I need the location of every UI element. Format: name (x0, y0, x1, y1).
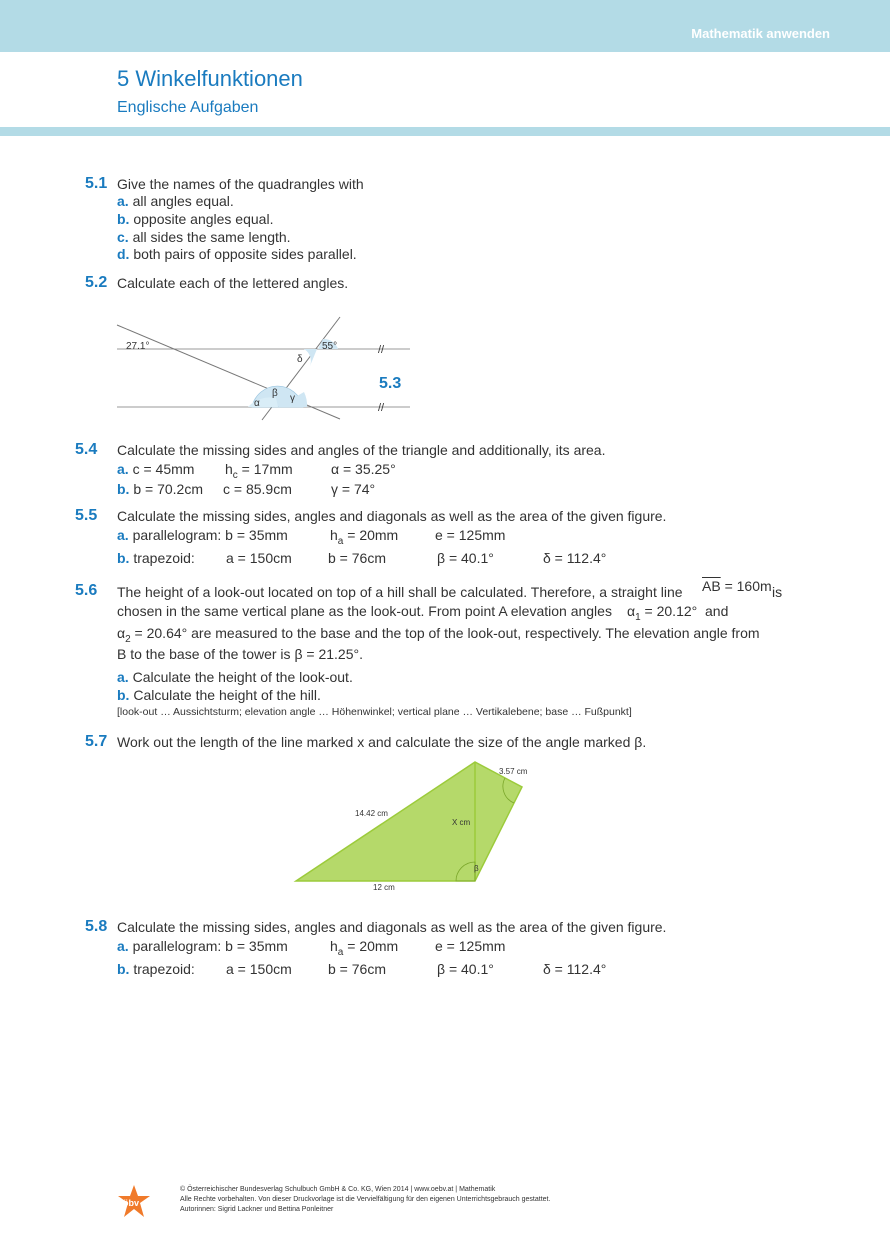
angle-label-27: 27.1° (126, 341, 150, 352)
task-5-4-b: b. b = 70.2cm c = 85.9cm γ = 74° (117, 481, 376, 497)
triangle-figure (290, 757, 540, 897)
task-5-8-a: a. parallelogram: b = 35mm $h_a = 20mm$ e = 125mm (117, 938, 506, 958)
task-5-6-b: b. Calculate the height of the hill. (117, 687, 321, 703)
page-title: 5 Winkelfunktionen (117, 66, 303, 91)
publisher-logo (116, 1183, 152, 1221)
task-5-6-line-1: The height of a look-out located on top of a hill shall be calculated. Therefore, a straight line $\overline{AB} = 160m$ is (117, 578, 783, 600)
page-subtitle: Englische Aufgaben (117, 99, 259, 116)
task-5-1-item-c: c. all sides the same length. (117, 229, 291, 245)
footer-copyright: © Österreichischer Bundesverlag Schulbuch GmbH & Co. KG, Wien 2014 | www.oebv.at | Mathematik Alle Rechte vorbehalten. Von dieser Druckvorlage ist die Vervielfältigung für den eigenen Unterrichtsgebrauch gestattet. Autorinnen: Sigrid Lackner und Bettina Ponleitner (180, 1186, 551, 1213)
task-5-6-line-2: chosen in the same vertical plane as the look-out. From point A elevation angles $\alpha_1 = 20.12^\circ$ and (117, 603, 729, 623)
task-5-1-text: Give the names of the quadrangles with (117, 176, 364, 192)
angle-label-beta: β (272, 388, 278, 399)
parallel-lines-figure (110, 312, 420, 422)
task-5-4-a: a. c = 45mm $h_c = 17mm$ α = 35.25° (117, 461, 396, 481)
side-label-base: 12 cm (373, 883, 395, 892)
header-divider (0, 127, 890, 136)
task-5-2-text: Calculate each of the lettered angles. (117, 275, 349, 291)
task-5-6-a: a. Calculate the height of the look-out. (117, 669, 353, 685)
task-5-6-line-4: B to the base of the tower is β = 21.25°. (117, 646, 363, 662)
side-label-hypotenuse: 14.42 cm (355, 809, 388, 818)
task-5-1-item-a: a. all angles equal. (117, 193, 234, 209)
task-5-6-line-3: $\alpha_2 = 20.64^\circ$ are measured to the base and the top of the look-out, respectively. The elevation angle from (117, 625, 760, 645)
angle-label-delta: δ (297, 354, 303, 365)
task-number-5-2: 5.2 (85, 274, 108, 291)
side-label-x: X cm (452, 818, 471, 827)
task-number-5-3: 5.3 (379, 375, 402, 392)
task-5-6-glossary: [look-out … Aussichtsturm; elevation angle … Höhenwinkel; vertical plane … Vertikalebene; base … Fußpunkt] (117, 706, 632, 718)
task-number-5-4: 5.4 (75, 441, 98, 458)
task-5-1-item-d: d. both pairs of opposite sides parallel. (117, 246, 357, 262)
task-5-8-text: Calculate the missing sides, angles and diagonals as well as the area of the given figure. (117, 919, 667, 935)
side-label-top: 3.57 cm (499, 767, 528, 776)
task-number-5-5: 5.5 (75, 507, 98, 524)
task-5-1-item-b: b. opposite angles equal. (117, 211, 274, 227)
header-band (0, 0, 890, 52)
parallel-mark-bottom: // (378, 402, 385, 414)
task-number-5-7: 5.7 (85, 733, 108, 750)
task-number-5-6: 5.6 (75, 582, 98, 599)
task-5-5-b: b. trapezoid: a = 150cm b = 76cm β = 40.1° δ = 112.4° (117, 550, 607, 566)
angle-label-gamma: γ (290, 393, 295, 404)
angle-label-beta: β (474, 864, 479, 873)
task-5-8-b: b. trapezoid: a = 150cm b = 76cm β = 40.1° δ = 112.4° (117, 961, 607, 977)
logo-text: öbv (123, 1198, 140, 1208)
task-number-5-1: 5.1 (85, 175, 108, 192)
section-tag: Mathematik anwenden (691, 26, 830, 41)
task-5-7-text: Work out the length of the line marked x and calculate the size of the angle marked β. (117, 734, 647, 750)
parallel-mark-top: // (378, 344, 385, 356)
task-5-4-text: Calculate the missing sides and angles of the triangle and additionally, its area. (117, 442, 606, 458)
task-5-5-a: a. parallelogram: b = 35mm $h_a = 20mm$ e = 125mm (117, 527, 506, 547)
angle-label-55: 55° (322, 341, 338, 352)
task-5-5-text: Calculate the missing sides, angles and diagonals as well as the area of the given figure. (117, 508, 667, 524)
task-number-5-8: 5.8 (85, 918, 108, 935)
angle-label-alpha: α (254, 398, 260, 409)
